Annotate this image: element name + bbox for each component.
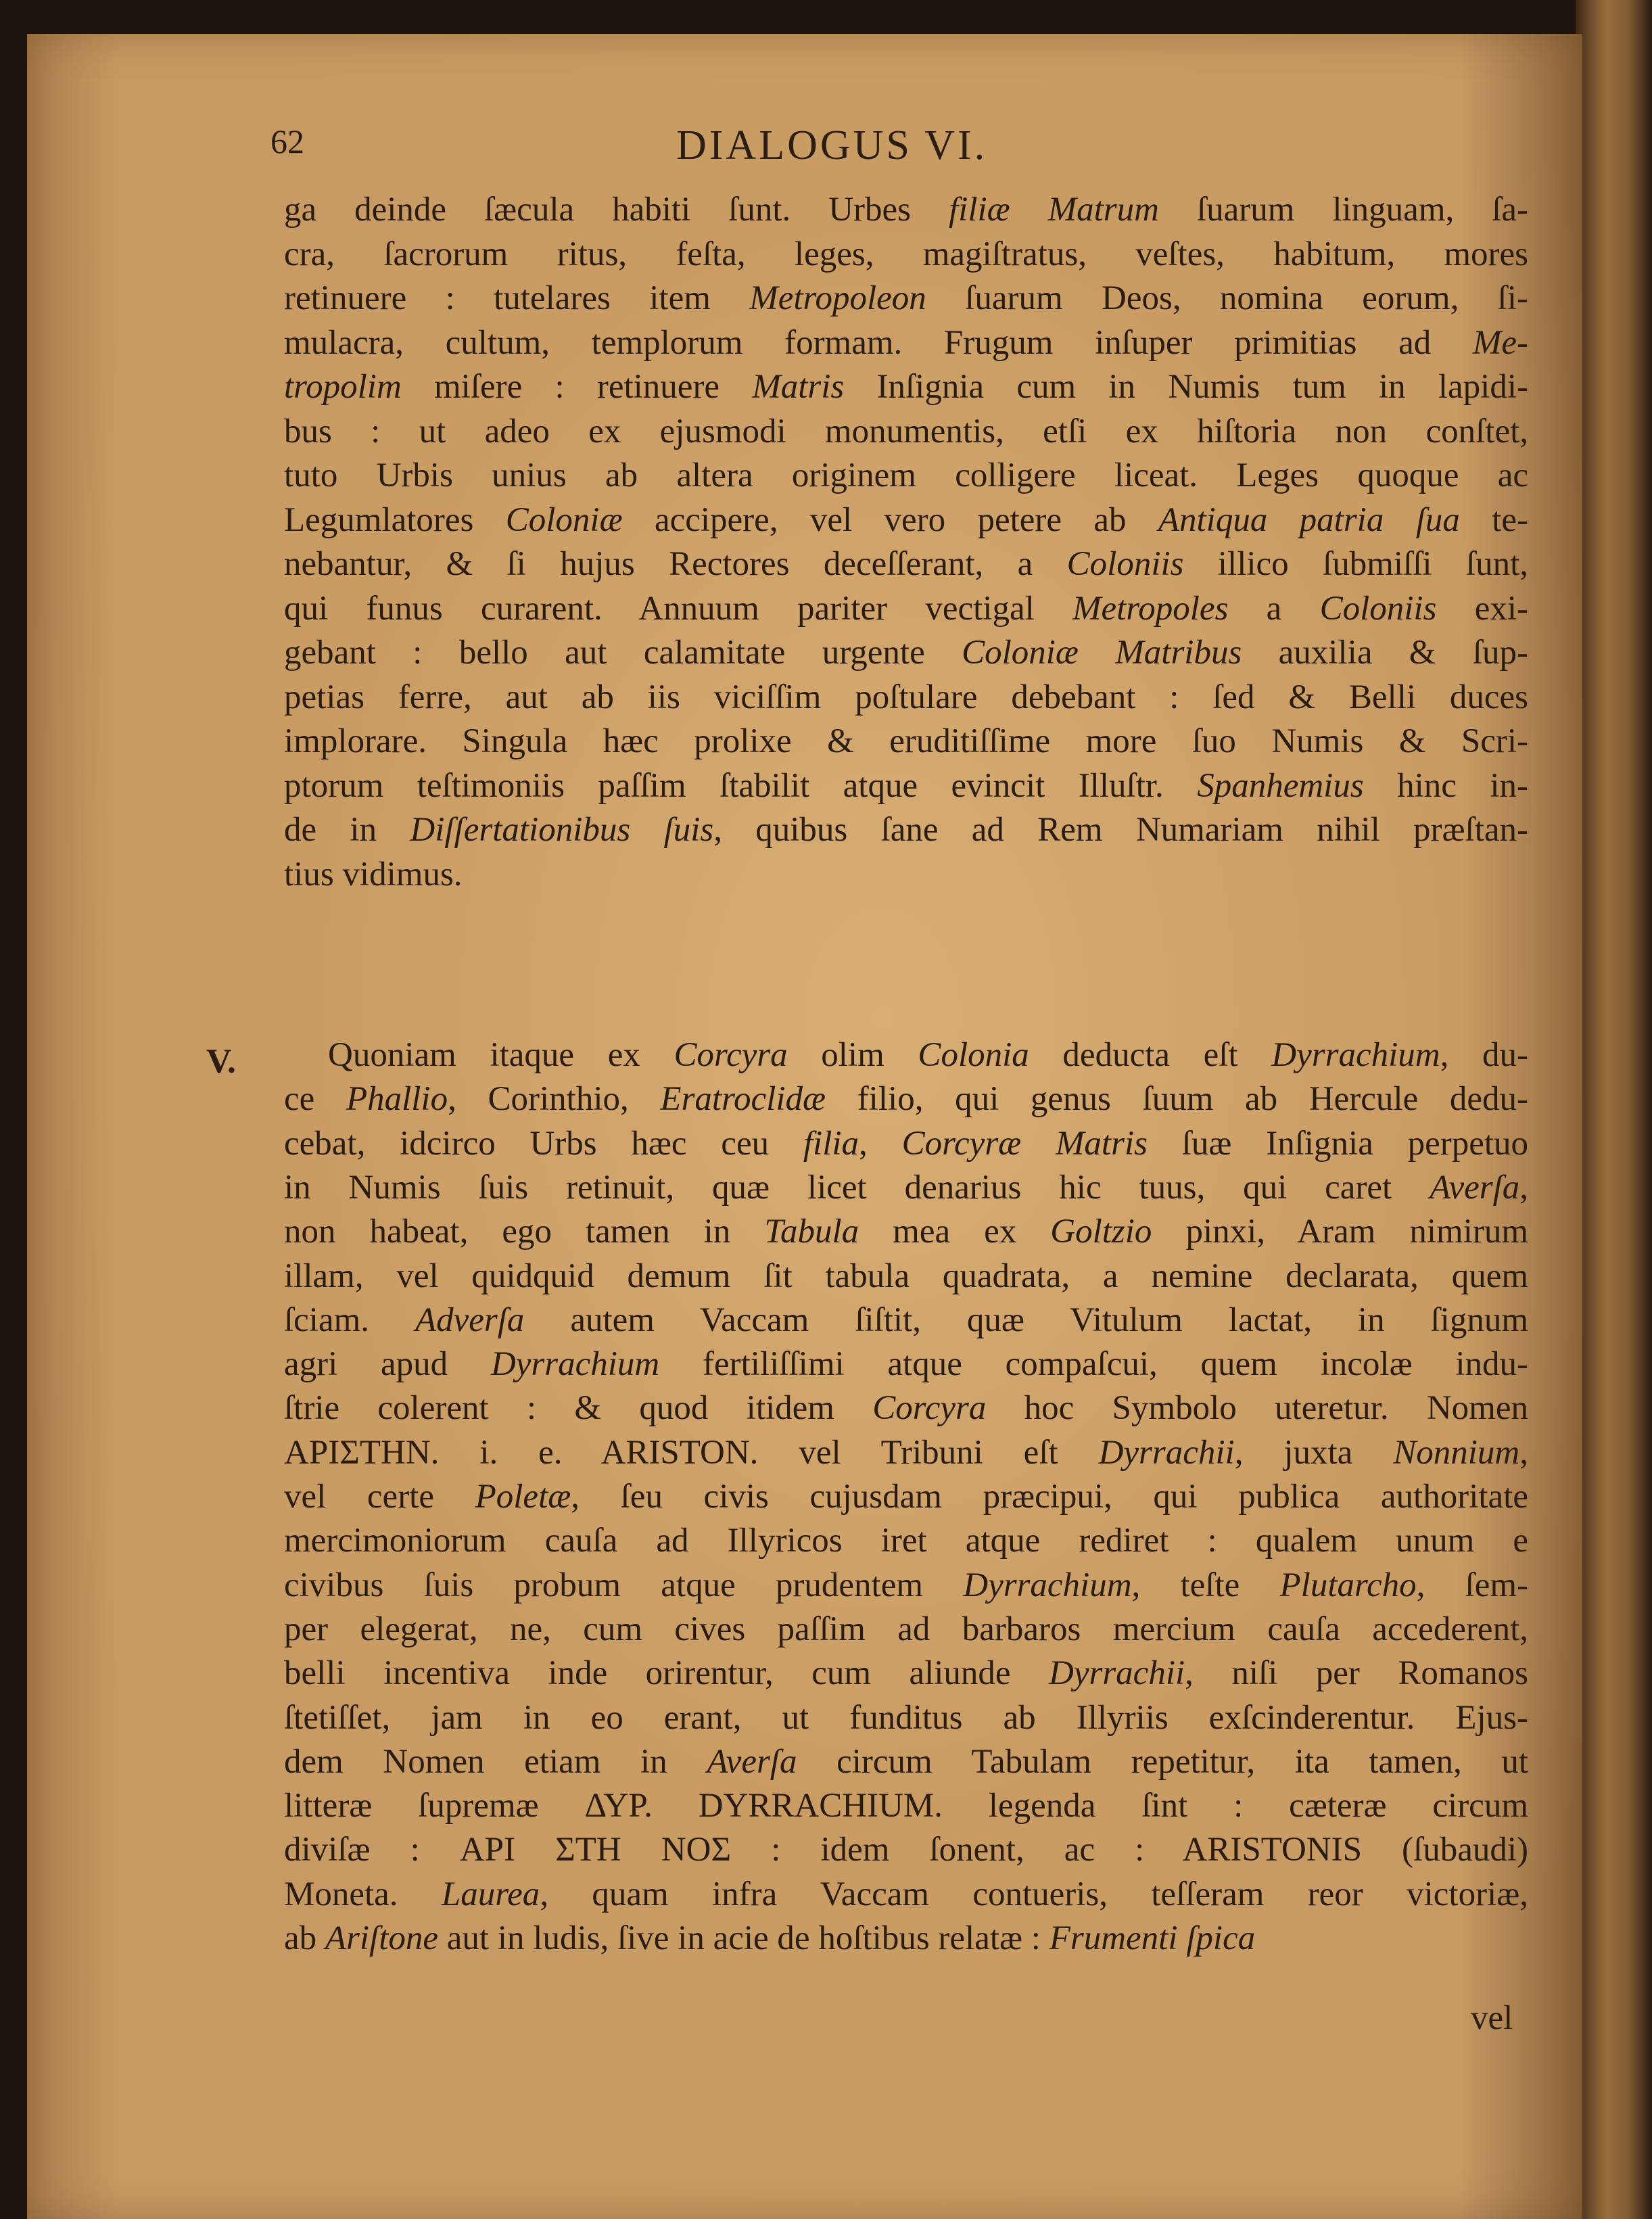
text-run: , ſeu civis cujusdam præcipui, qui publica authoritate (571, 1478, 1528, 1516)
text-run: diviſæ : ΑΡΙ ΣΤΗ ΝΟΣ : idem ſonent, ac : ARISTONIS (ſubaudi) (284, 1831, 1528, 1869)
text-run: , quam infra Vaccam contueris, teſſeram reor victoriæ, (540, 1875, 1528, 1913)
italic-text: Corcyra (674, 1036, 788, 1074)
text-run: cebat, idcirco Urbs hæc ceu (284, 1124, 803, 1163)
text-run: per elegerat, ne, cum cives paſſim ad barbaros mercium cauſa accederent, (284, 1610, 1528, 1648)
text-line (284, 677, 1528, 718)
text-run: exi- (1436, 589, 1528, 628)
text-run: , teſte (1131, 1566, 1280, 1604)
italic-text: Coloniæ (505, 500, 623, 539)
text-run: de in (284, 811, 410, 849)
catchword: vel (1471, 1999, 1513, 2037)
text-run: miſere : retinuere (401, 368, 753, 406)
page-header (270, 122, 1434, 176)
text-line (284, 189, 1528, 230)
text-run: , (1519, 1168, 1528, 1207)
text-run: gebant : bello aut calamitate urgente (284, 634, 962, 672)
text-run: , juxta (1234, 1433, 1394, 1472)
text-run: ſuarum linguam, ſa- (1158, 191, 1528, 229)
text-run: ſuæ Inſignia perpetuo (1147, 1124, 1529, 1163)
text-run: circum Tabulam repetitur, ita tamen, ut (797, 1742, 1528, 1781)
text-line (284, 1742, 1528, 1782)
italic-text: Diſſertationibus ſuis (410, 811, 714, 849)
italic-text: Corcyra (872, 1389, 987, 1428)
section-number: V. (206, 1042, 236, 1081)
italic-text: Dyrrachium (963, 1566, 1132, 1604)
text-run: , du- (1440, 1036, 1528, 1074)
text-line (284, 1079, 1528, 1119)
text-line (284, 1918, 1528, 1959)
text-run: ſtetiſſet, jam in eo erant, ut funditus ab Illyriis exſcinderentur. Ejus- (284, 1698, 1528, 1737)
text-line (284, 1476, 1528, 1517)
running-title: DIALOGUS VI. (676, 122, 988, 168)
text-run: Quoniam itaque ex (328, 1036, 674, 1074)
italic-text: Eratroclidæ (660, 1080, 826, 1119)
italic-text: tropolim (284, 368, 402, 406)
text-run: mea ex (859, 1213, 1051, 1251)
italic-text: Matris (752, 368, 845, 406)
italic-text: Plutarcho (1279, 1566, 1417, 1604)
text-run: vel certe (284, 1478, 475, 1516)
text-run: auxilia & ſup- (1242, 634, 1528, 672)
text-line (284, 367, 1528, 407)
text-run: mulacra, cultum, templorum formam. Frugum inſuper primitias ad (284, 323, 1473, 362)
text-line (284, 323, 1528, 363)
text-run: , Corinthio, (448, 1080, 661, 1119)
italic-text: Phallio (346, 1080, 448, 1119)
text-run: qui funus curarent. Annuum pariter vectigal (284, 589, 1073, 628)
text-run: , ſem- (1416, 1566, 1529, 1604)
text-line (284, 278, 1528, 319)
text-line (284, 1123, 1528, 1164)
italic-text: Goltzio (1050, 1213, 1152, 1251)
italic-text: Corcyræ Matris (901, 1124, 1148, 1163)
text-line (284, 1829, 1528, 1870)
italic-text: Coloniis (1319, 589, 1437, 628)
text-run: olim (787, 1036, 918, 1074)
text-run: filio, qui genus ſuum ab Hercule dedu- (826, 1080, 1528, 1119)
italic-text: Adverſa (415, 1301, 525, 1339)
text-run: implorare. Singula hæc prolixe & eruditiſſime more ſuo Numis & Scri- (284, 722, 1528, 760)
text-run: , niſi per Romanos (1185, 1654, 1528, 1693)
italic-text: Ariſtone (325, 1919, 439, 1957)
italic-text: Me- (1472, 323, 1528, 362)
italic-text: Laurea (441, 1875, 540, 1913)
text-line (284, 1432, 1528, 1473)
italic-text: Coloniæ Matribus (962, 634, 1242, 672)
italic-text: filiæ Matrum (948, 191, 1159, 229)
text-line (284, 1653, 1528, 1694)
text-run: cra, ſacrorum ritus, feſta, leges, magiſtratus, veſtes, habitum, mores (284, 235, 1528, 273)
italic-text: Tabula (764, 1213, 859, 1251)
italic-text: Colonia (918, 1036, 1029, 1074)
italic-text: Averſa (1430, 1168, 1520, 1207)
text-run: tuto Urbis unius ab altera originem colligere liceat. Leges quoque ac (284, 457, 1528, 494)
text-run: ab (284, 1919, 325, 1957)
text-line (284, 1520, 1528, 1561)
text-run: a (1228, 589, 1320, 628)
italic-text: Dyrrachium (1271, 1036, 1440, 1074)
text-line (284, 1344, 1528, 1384)
text-run: ΑΡΙΣΤΗΝ. i. e. ARISTON. vel Tribuni eſt (284, 1433, 1099, 1472)
text-run: deducta eſt (1029, 1036, 1272, 1074)
text-run: nebantur, & ſi hujus Rectores deceſſerant, a (284, 545, 1067, 583)
text-line (284, 1388, 1528, 1428)
text-run: agri apud (284, 1345, 491, 1384)
text-run: dem Nomen etiam in (284, 1742, 707, 1781)
text-run: ſtrie colerent : & quod itidem (284, 1389, 873, 1428)
text-line (284, 810, 1528, 850)
text-run: ſciam. (284, 1301, 415, 1339)
text-line (284, 1565, 1528, 1606)
italic-text: Metropoleon (749, 279, 926, 317)
text-line (284, 1211, 1528, 1252)
text-run: illico ſubmiſſi ſunt, (1183, 545, 1528, 583)
text-line (284, 411, 1528, 452)
text-line (284, 544, 1528, 584)
text-run: accipere, vel vero petere ab (622, 500, 1158, 539)
text-run: in Numis ſuis retinuit, quæ licet denarius hic tuus, qui caret (284, 1168, 1430, 1207)
italic-text: Poletæ (475, 1478, 571, 1516)
text-line (284, 1609, 1528, 1650)
text-line (328, 1035, 1528, 1075)
text-run: petias ferre, aut ab iis viciſſim poſtulare debebant : ſed & Belli duces (284, 678, 1528, 716)
text-run: autem Vaccam ſiſtit, quæ Vitulum lactat, in ſignum (524, 1301, 1529, 1339)
text-run: , (859, 1124, 902, 1163)
italic-text: filia (803, 1124, 859, 1163)
text-run: ga deinde ſæcula habiti ſunt. Urbes (284, 191, 949, 229)
text-run: bus : ut adeo ex ejusmodi monumentis, etſi ex hiſtoria non conſtet, (284, 412, 1528, 450)
text-run: mercimoniorum cauſa ad Illyricos iret atque rediret : qualem unum e (284, 1522, 1528, 1560)
text-run: fertiliſſimi atque compaſcui, quem incolæ indu- (659, 1345, 1528, 1384)
text-line (284, 766, 1528, 806)
text-line (284, 854, 1528, 895)
text-run: pinxi, Aram nimirum (1152, 1213, 1529, 1251)
text-line (284, 500, 1528, 540)
italic-text: Averſa (707, 1742, 797, 1781)
adjacent-page-edge (1576, 0, 1652, 2219)
text-line (284, 1256, 1528, 1297)
text-run: civibus ſuis probum atque prudentem (284, 1566, 964, 1604)
text-run: Legumlatores (284, 500, 506, 539)
text-line (284, 1874, 1528, 1915)
text-run: tius vidimus. (284, 855, 463, 893)
italic-text: Frumenti ſpica (1049, 1919, 1256, 1957)
italic-text: Coloniis (1066, 545, 1184, 583)
text-run: , (1519, 1433, 1528, 1472)
text-line (284, 721, 1528, 762)
text-run: Inſignia cum in Numis tum in lapidi- (844, 368, 1528, 406)
italic-text: Dyrrachium (490, 1345, 660, 1384)
text-line (284, 1167, 1528, 1208)
text-run: te- (1459, 500, 1528, 539)
text-line (284, 455, 1528, 496)
text-run: ce (284, 1080, 346, 1119)
page-number: 62 (270, 122, 304, 160)
italic-text: Spanhemius (1197, 766, 1364, 805)
text-run: retinuere : tutelares item (284, 279, 750, 317)
text-run: litteræ ſupremæ ΔΥΡ. DYRRACHIUM. legenda ſint : cæteræ circum (284, 1787, 1528, 1825)
text-line (284, 1300, 1528, 1340)
text-run: , quibus ſane ad Rem Numariam nihil præſtan- (713, 811, 1528, 849)
text-run: aut in ludis, ſive in acie de hoſtibus relatæ : (438, 1919, 1049, 1957)
italic-text: Dyrrachii (1049, 1654, 1185, 1693)
text-line (284, 588, 1528, 629)
text-run: ſuarum Deos, nomina eorum, ſi- (926, 279, 1529, 317)
text-run: ptorum teſtimoniis paſſim ſtabilit atque evincit Illuſtr. (284, 766, 1198, 805)
italic-text: Antiqua patria ſua (1158, 500, 1460, 539)
text-line (284, 1698, 1528, 1738)
text-run: Moneta. (284, 1875, 442, 1913)
text-run: hoc Symbolo uteretur. Nomen (986, 1389, 1528, 1428)
text-run: illam, vel quidquid demum ſit tabula quadrata, a nemine declarata, quem (284, 1257, 1528, 1295)
italic-text: Dyrrachii (1098, 1433, 1235, 1472)
text-line (284, 234, 1528, 275)
italic-text: Nonnium (1393, 1433, 1520, 1472)
text-line (284, 1785, 1528, 1826)
text-run: belli incentiva inde orirentur, cum aliunde (284, 1654, 1049, 1693)
italic-text: Metropoles (1072, 589, 1229, 628)
text-run: hinc in- (1363, 766, 1528, 805)
text-run: non habeat, ego tamen in (284, 1213, 765, 1251)
text-line (284, 632, 1528, 673)
